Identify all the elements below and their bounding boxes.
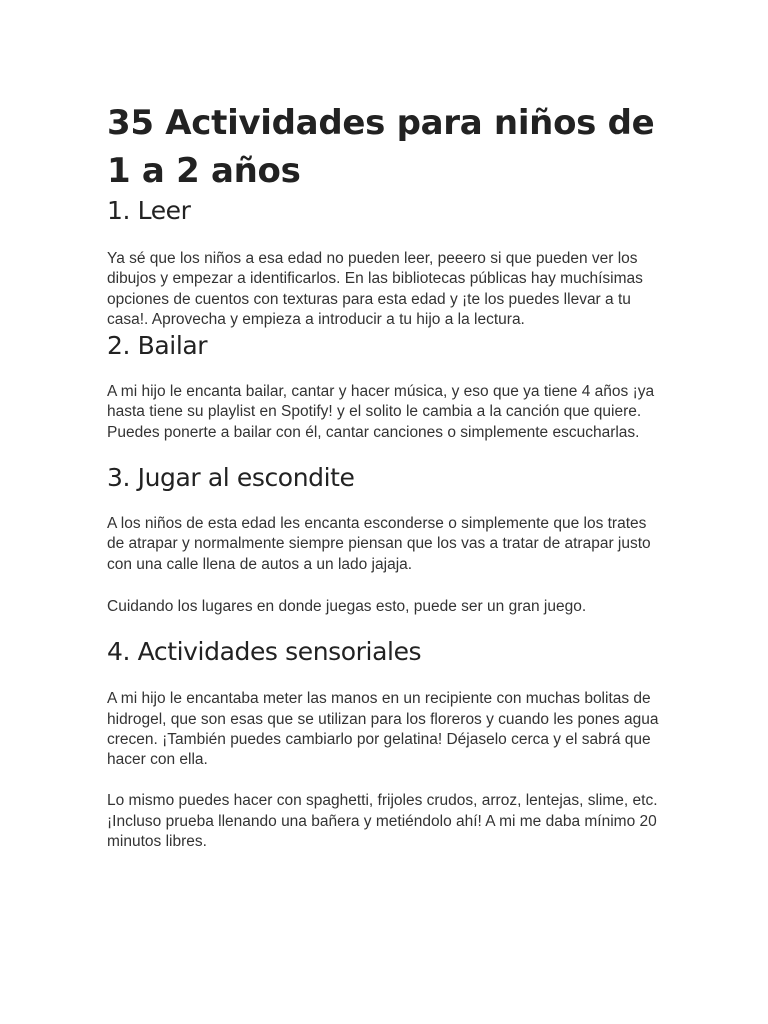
section-heading-sensoriales: 4. Actividades sensoriales	[107, 637, 422, 667]
section-heading-leer: 1. Leer	[107, 196, 191, 225]
section-heading-bailar: 2. Bailar	[107, 331, 208, 361]
paragraph-bailar: A mi hijo le encanta bailar, cantar y hacer música, y eso que ya tiene 4 años ¡ya hasta tiene su playlist en Spotify! y el solito le cambia a la canción que quiere. Puedes ponerte a bailar con él, cantar canciones o simplemente escucharlas.	[107, 383, 655, 441]
paragraph-sensoriales-2: Lo mismo puedes hacer con spaghetti, frijoles crudos, arroz, lentejas, slime, etc. ¡Incluso prueba llenando una bañera y metiéndolo ahí! A mi me daba mínimo 20 minutos libres.	[107, 792, 658, 851]
paragraph-leer: Ya sé que los niños a esa edad no pueden leer, peeero si que pueden ver los dibujos y empezar a identificarlos. En las bibliotecas públicas hay muchísimas opciones de cuentos con texturas para esta edad y ¡te los puedes llevar a tu casa!. Aprovecha y empieza a introducir a tu hijo a la lectura.	[107, 250, 643, 328]
paragraph-sensoriales-1: A mi hijo le encantaba meter las manos en un recipiente con muchas bolitas de hidrogel, que son esas que se utilizan para los floreros y cuando les pones agua crecen. ¡También puedes cambiarlo por gelatina! Déjaselo cerca y el sabrá que hacer con ella.	[107, 690, 659, 769]
section-heading-escondite: 3. Jugar al escondite	[107, 463, 355, 493]
paragraph-escondite-2: Cuidando los lugares en donde juegas esto, puede ser un gran juego.	[107, 597, 587, 615]
paragraph-escondite-1: A los niños de esta edad les encanta esconderse o simplemente que los trates de atrapar y normalmente siempre piensan que los vas a tratar de atrapar justo con una calle llena de autos a un lado jajaja.	[107, 515, 651, 573]
document-body	[107, 99, 667, 852]
page-title: 35 Actividades para niños de 1 a 2 años	[107, 103, 655, 191]
